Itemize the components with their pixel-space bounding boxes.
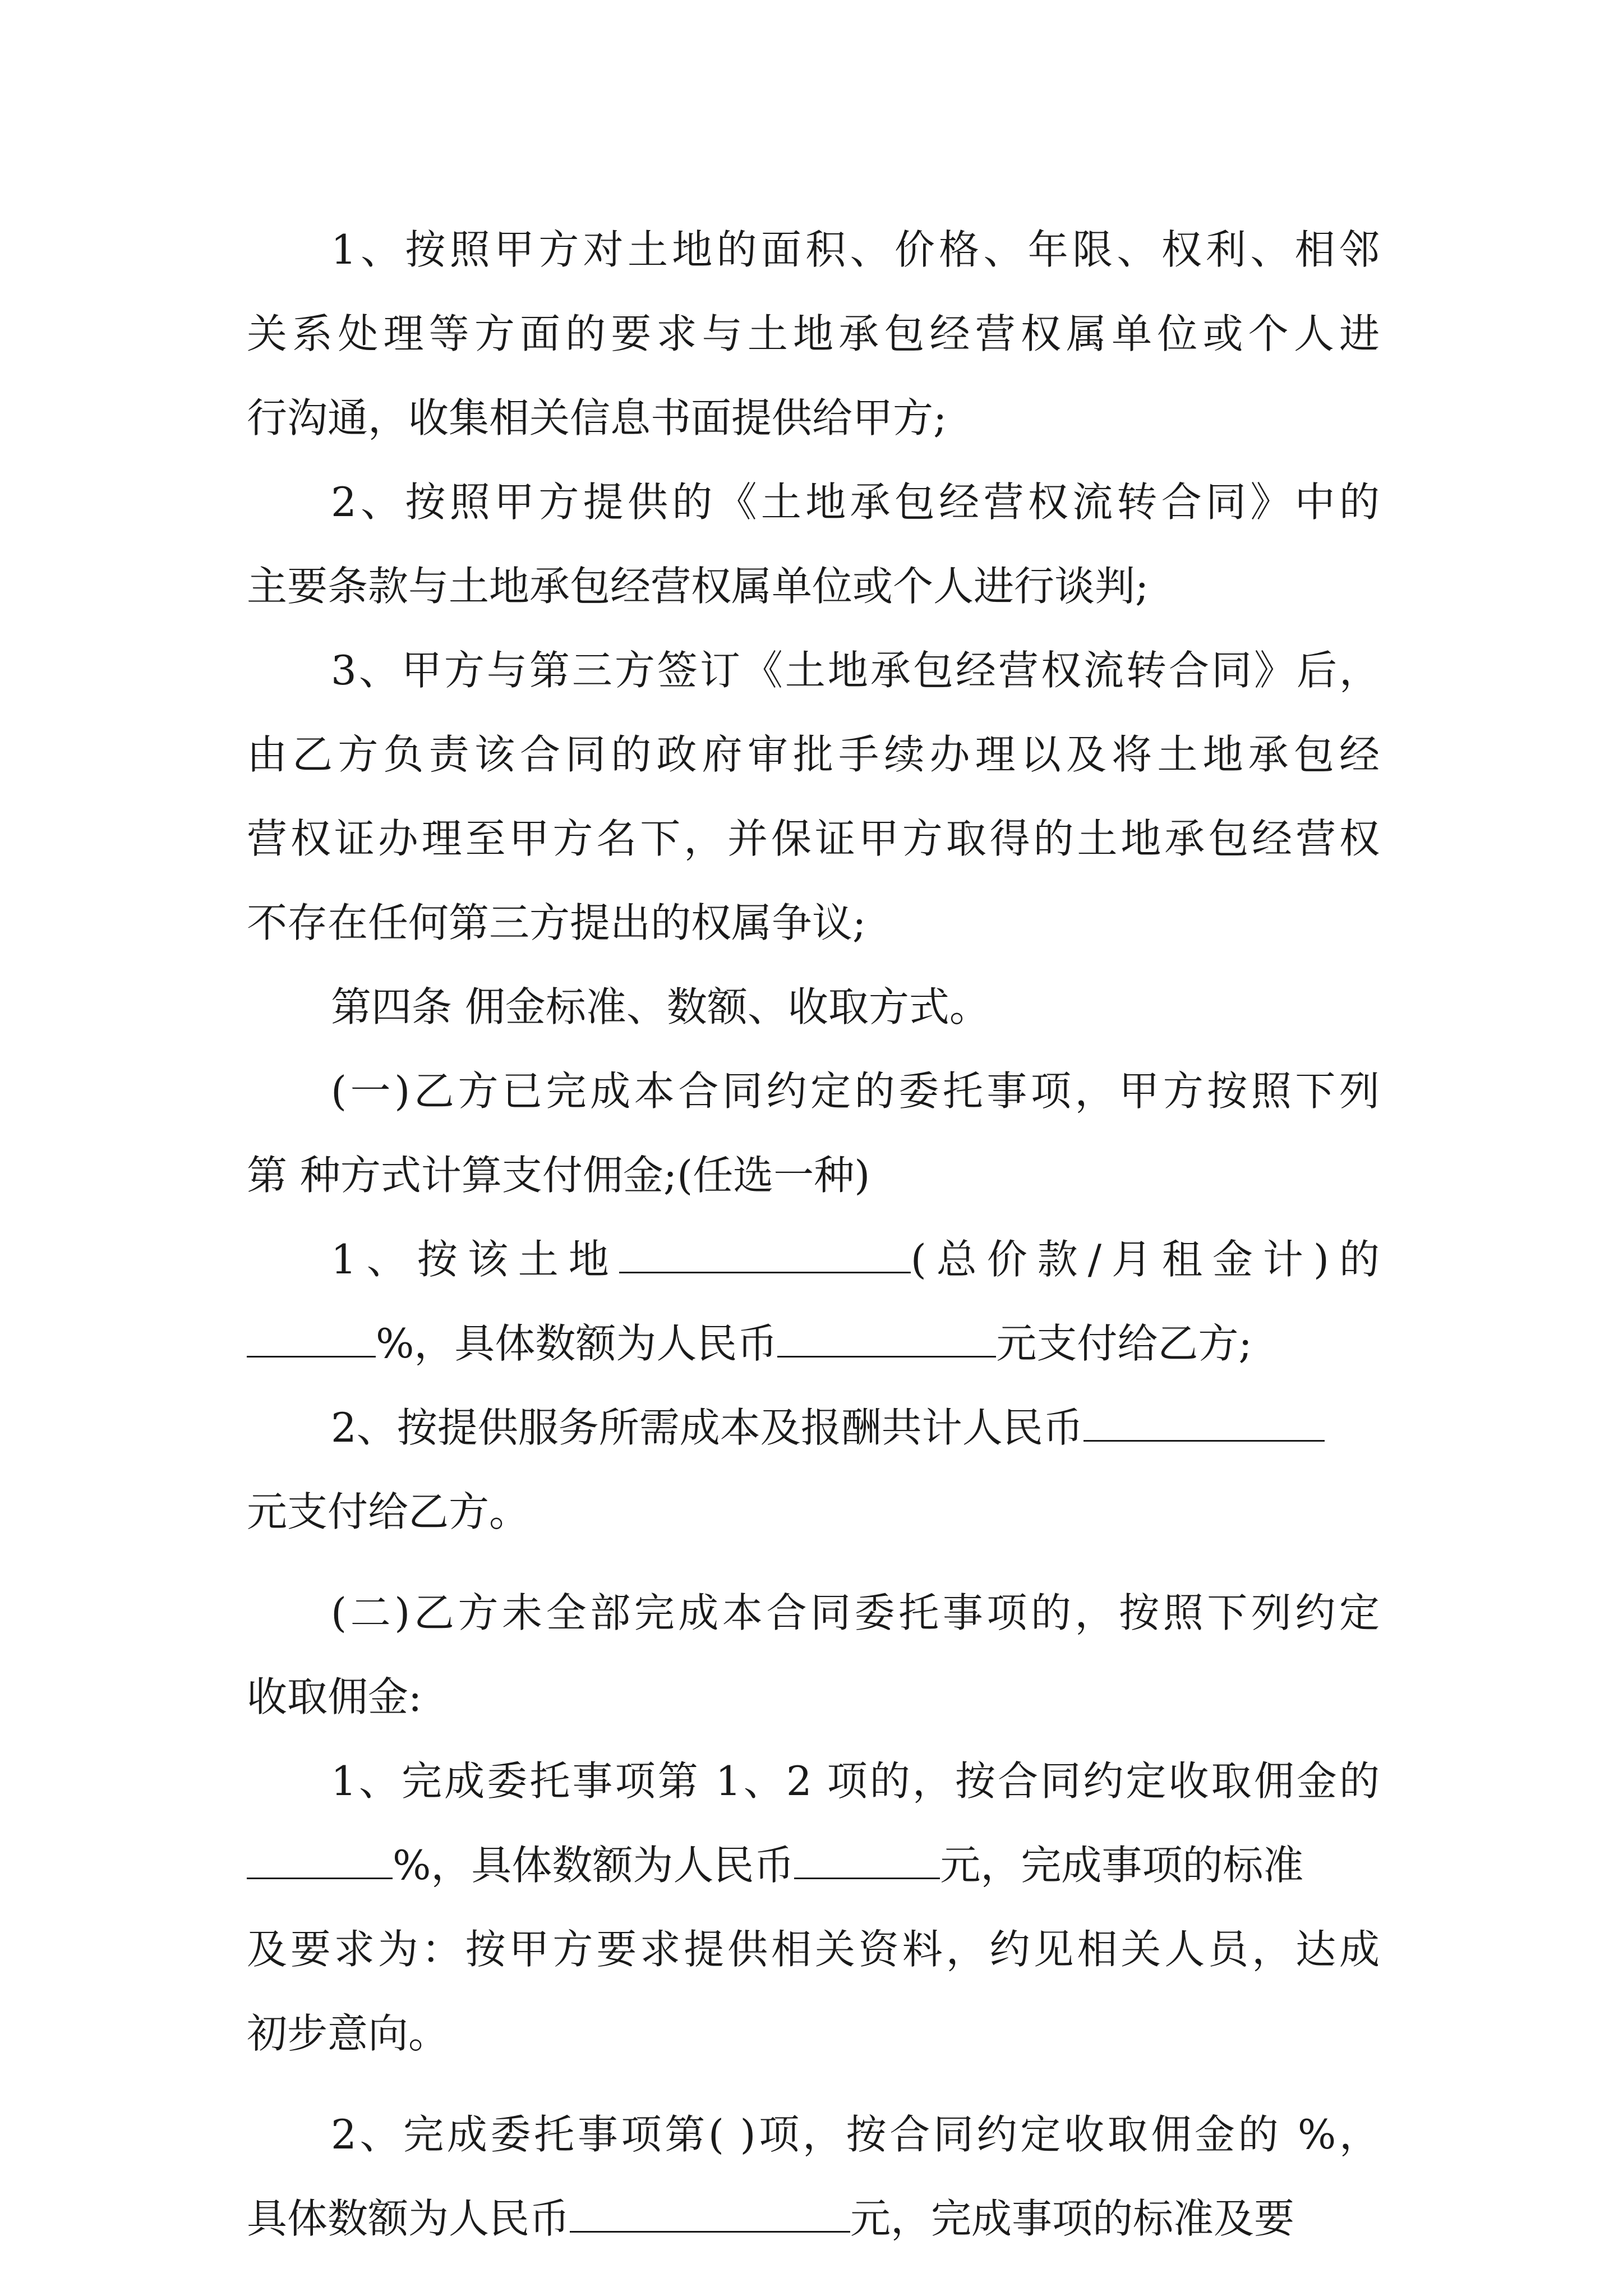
paragraph-line: (一)乙方已完成本合同约定的委托事项，甲方按照下列	[331, 1068, 1380, 1115]
paragraph-line: 2、完成委托事项第( )项，按合同约定收取佣金的 %，	[331, 2111, 1380, 2158]
fill-line	[247, 2177, 1380, 2261]
paragraph-line: 由乙方负责该合同的政府审批手续办理以及将土地承包经	[247, 731, 1380, 778]
fill-text: 2、按提供服务所需成本及报酬共计人民币	[331, 1404, 1083, 1451]
paragraph-line: 及要求为：按甲方要求提供相关资料，约见相关人员，达成	[247, 1926, 1380, 1973]
fill-text: 元，完成事项的标准及要	[850, 2195, 1295, 2242]
fill-text: 元支付给乙方;	[996, 1320, 1252, 1367]
fill-line	[247, 1386, 1380, 1470]
paragraph-line: 第 种方式计算支付佣金;(任选一种)	[247, 1152, 870, 1199]
blank-underline[interactable]	[777, 1320, 996, 1358]
article-heading: 第四条 佣金标准、数额、收取方式。	[331, 983, 990, 1030]
fill-text: 具体数额为人民币	[247, 2195, 570, 2242]
fill-line	[247, 1301, 1380, 1386]
paragraph-line: 3、甲方与第三方签订《土地承包经营权流转合同》后，	[331, 647, 1380, 694]
blank-underline[interactable]	[247, 1842, 393, 1879]
blank-underline[interactable]	[619, 1236, 911, 1273]
paragraph-line: 1、按照甲方对土地的面积、价格、年限、权利、相邻	[331, 226, 1380, 273]
blank-underline[interactable]	[794, 1842, 940, 1879]
fill-line	[247, 1217, 1380, 1301]
blank-underline[interactable]	[247, 1320, 376, 1358]
fill-text: (总价款/月租金计)的	[910, 1236, 1380, 1283]
paragraph-line: 元支付给乙方。	[247, 1488, 530, 1535]
paragraph-line: 主要条款与土地承包经营权属单位或个人进行谈判;	[247, 563, 1149, 610]
fill-text: 1、按该土地	[331, 1236, 619, 1283]
paragraph-line: 收取佣金:	[247, 1673, 422, 1720]
paragraph-line: 初步意向。	[247, 2010, 449, 2057]
blank-underline[interactable]	[570, 2195, 850, 2233]
paragraph-line: 营权证办理至甲方名下，并保证甲方取得的土地承包经营权	[247, 815, 1380, 862]
fill-line	[247, 1823, 1380, 1907]
paragraph-line: 不存在任何第三方提出的权属争议;	[247, 899, 866, 946]
fill-text: 元，完成事项的标准	[940, 1842, 1304, 1889]
paragraph-line: 关系处理等方面的要求与土地承包经营权属单位或个人进	[247, 310, 1380, 357]
paragraph-line: (二)乙方未全部完成本合同委托事项的，按照下列约定	[331, 1589, 1380, 1636]
fill-text: %，具体数额为人民币	[376, 1320, 778, 1367]
document-body	[247, 208, 1380, 2261]
paragraph-line: 行沟通，收集相关信息书面提供给甲方;	[247, 394, 947, 441]
blank-underline[interactable]	[1083, 1404, 1325, 1442]
fill-text: %，具体数额为人民币	[393, 1842, 795, 1889]
paragraph-line: 1、完成委托事项第 1、2 项的，按合同约定收取佣金的	[331, 1757, 1380, 1805]
paragraph-line: 2、按照甲方提供的《土地承包经营权流转合同》中的	[331, 478, 1380, 526]
